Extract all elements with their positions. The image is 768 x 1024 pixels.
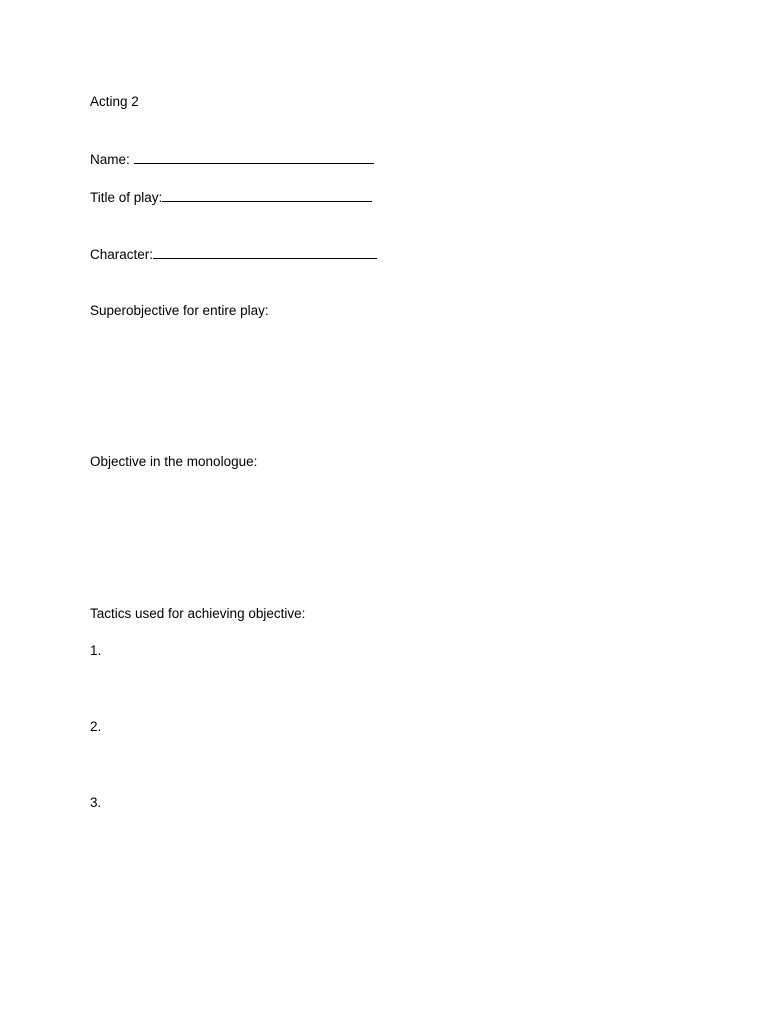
title-field-row — [90, 188, 372, 207]
name-label: Name: — [90, 152, 130, 167]
tactic-item: 3. — [90, 795, 102, 810]
name-field-row — [90, 150, 374, 169]
tactic-item: 1. — [90, 643, 102, 658]
course-heading: Acting 2 — [90, 94, 139, 109]
title-blank-line[interactable] — [162, 188, 372, 202]
name-blank-line[interactable] — [134, 150, 374, 164]
tactic-item: 2. — [90, 719, 102, 734]
title-label: Title of play: — [90, 190, 163, 205]
superobjective-label: Superobjective for entire play: — [90, 303, 269, 318]
character-blank-line[interactable] — [153, 245, 377, 259]
tactics-label: Tactics used for achieving objective: — [90, 606, 306, 621]
character-field-row — [90, 245, 377, 264]
character-label: Character: — [90, 247, 154, 262]
objective-label: Objective in the monologue: — [90, 454, 258, 469]
